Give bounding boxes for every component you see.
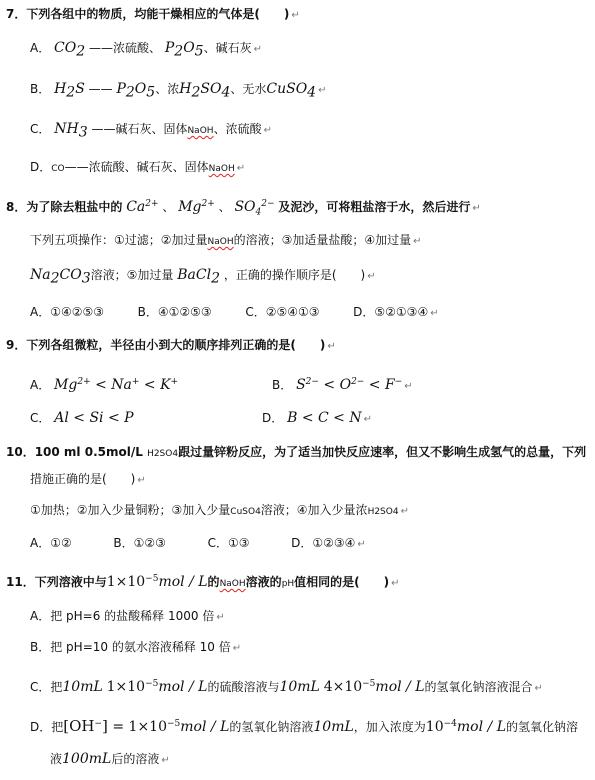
paragraph-mark-icon: ↵	[232, 643, 242, 654]
q9-option-a: A． $Mg^{2+} < Na^+ < K^+$	[30, 377, 179, 393]
paragraph-mark-icon: ↵	[291, 10, 300, 21]
q10-line-3: ①加热；②加入少量铜粉；③加入少量CuSO4溶液；④加入少量浓H2SO4 ↵	[30, 503, 409, 517]
q11-option-a: A．把 pH=6 的盐酸稀释 1000 倍 ↵	[30, 609, 225, 623]
q7-option-c: C． $NH_3$ ——碱石灰、固体NaOH、浓硫酸 ↵	[30, 121, 272, 141]
q8-option-c: C．②⑤④①③	[245, 305, 320, 319]
q7-option-b: B． $H_2S$ —— $P_2O_5$、浓$H_2SO_4$、无水CuSO$_4$ ↵	[30, 81, 327, 101]
paragraph-mark-icon: ↵	[263, 125, 272, 136]
paragraph-mark-icon: ↵	[363, 414, 373, 425]
q9-option-d: D． B < C < N ↵	[262, 410, 373, 426]
paragraph-mark-icon: ↵	[236, 163, 246, 174]
paragraph-mark-icon: ↵	[400, 506, 409, 517]
paragraph-mark-icon: ↵	[534, 683, 543, 694]
q9-stem: 9．下列各组微粒，半径由小到大的顺序排列正确的是( ) ↵	[6, 338, 336, 352]
q7-stem: 7．下列各组中的物质，均能干燥相应的气体是( ) ↵	[6, 7, 300, 21]
q7-option-a: A． $CO_2$ ——浓硫酸、 $P_2O_5$、碱石灰 ↵	[30, 40, 262, 60]
q9-option-c: C． Al < Si < P	[30, 410, 134, 426]
paragraph-mark-icon: ↵	[357, 539, 366, 550]
paragraph-mark-icon: ↵	[391, 578, 400, 589]
paragraph-mark-icon: ↵	[327, 341, 336, 352]
paragraph-mark-icon: ↵	[161, 755, 170, 766]
q10-options	[30, 535, 366, 553]
q8-option-b: B．④①②⑤③	[137, 305, 212, 319]
paragraph-mark-icon: ↵	[413, 236, 422, 247]
paragraph-mark-icon: ↵	[318, 85, 327, 96]
q7-option-d: D．CO——浓硫酸、碱石灰、固体NaOH ↵	[30, 160, 246, 174]
q11-stem: 11．下列溶液中与$1\times 10^{-5}mol / L$的NaOH溶液的pH值相同的是( ) ↵	[6, 574, 400, 590]
paragraph-mark-icon: ↵	[472, 203, 481, 214]
q11-option-b: B．把 pH=10 的氨水溶液稀释 10 倍 ↵	[30, 640, 242, 654]
q11-option-d: D．把$[OH^-] = 1\times 10^{-5}mol / L$的氢氧化钠溶液10mL，加入浓度为$10^{-4}mol$ / L的氢氧化钠溶	[30, 717, 579, 735]
q8-option-a: A．①④②⑤③	[30, 305, 104, 319]
q9-option-b: B． $S^{2-} < O^{2-} < F^-$ ↵	[272, 377, 413, 393]
paragraph-mark-icon: ↵	[367, 271, 376, 282]
paragraph-mark-icon: ↵	[253, 44, 262, 55]
q8-stem: 8．为了除去粗盐中的 $Ca^{2+}$ 、 $Mg^{2+}$ 、 $SO_4^{2-}$ 及泥沙，可将粗盐溶于水，然后进行 ↵	[6, 199, 481, 218]
q8-line-2: 下列五项操作：①过滤；②加过量NaOH的溶液；③加适量盐酸；④加过量 ↵	[30, 233, 422, 247]
paragraph-mark-icon: ↵	[137, 475, 146, 486]
q10-option-d: D．①②③④	[291, 536, 356, 550]
q10-option-a: A．①②	[30, 536, 72, 550]
q11-option-d-line-2: 液100mL后的溶液 ↵	[50, 751, 170, 767]
q10-option-b: B．①②③	[113, 536, 166, 550]
paragraph-mark-icon: ↵	[216, 612, 225, 623]
q10-option-c: C．①③	[207, 536, 250, 550]
paragraph-mark-icon: ↵	[404, 381, 413, 392]
q11-option-c: C．把10mL $1\times 10^{-5}mol / L$的硫酸溶液与10mL $4\times 10^{-5}mol / L$的氢氧化钠溶液混合 ↵	[30, 679, 543, 695]
q8-line-3: $Na_2CO_3$溶液；⑤加过量 BaCl$_2$ ，正确的操作顺序是( ) ↵	[30, 267, 376, 287]
q8-option-d: D．⑤②①③④	[353, 305, 429, 319]
q10-line-2: 措施正确的是( ) ↵	[30, 472, 146, 486]
q8-options	[30, 304, 439, 322]
paragraph-mark-icon: ↵	[430, 308, 439, 319]
q10-stem: 10．100 ml 0.5mol/L H2SO4跟过量锌粉反应，为了适当加快反应速率，但又不影响生成氢气的总量，下列	[6, 445, 587, 459]
